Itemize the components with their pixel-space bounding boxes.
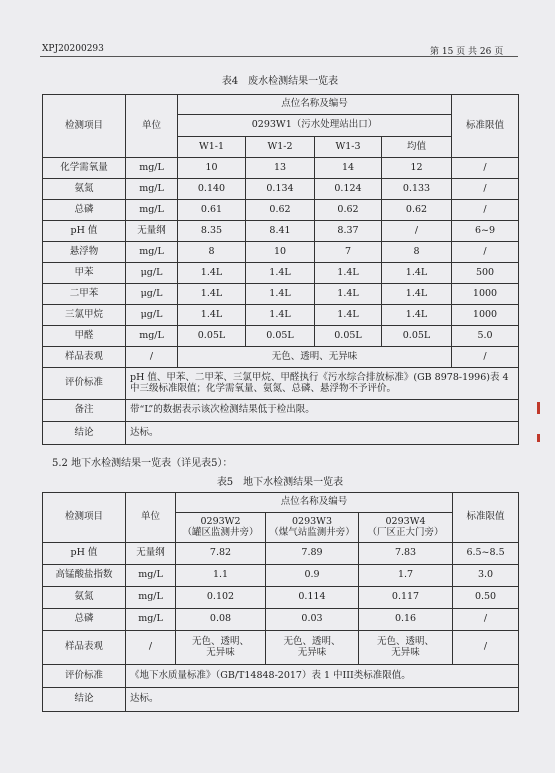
standard-label: 评价标准 bbox=[43, 665, 126, 688]
limit-cell: 6~9 bbox=[452, 221, 519, 242]
point-desc: （煤气站监测井旁） bbox=[269, 526, 355, 538]
value-cell: 8.37 bbox=[315, 221, 382, 242]
value-cell: 1.7 bbox=[359, 565, 453, 587]
col-header: W1-1 bbox=[178, 137, 246, 158]
value-cell: 0.117 bbox=[359, 587, 453, 609]
item-cell: 甲醛 bbox=[43, 326, 126, 347]
item-cell: pH 值 bbox=[43, 543, 126, 565]
item-cell: 三氯甲烷 bbox=[43, 305, 126, 326]
value-cell: / bbox=[382, 221, 452, 242]
value-cell: 1.4L bbox=[246, 263, 315, 284]
item-cell: 氨氮 bbox=[43, 587, 126, 609]
table-row bbox=[43, 158, 519, 179]
appearance-line: 无异味 bbox=[206, 646, 235, 658]
unit-cell: μg/L bbox=[126, 305, 178, 326]
standard-text: 《地下水质量标准》（GB/T14848-2017）表 1 中III类标准限值。 bbox=[126, 665, 519, 688]
scan-edge-mark bbox=[537, 402, 540, 414]
value-cell: 7 bbox=[315, 242, 382, 263]
col-header: W1-2 bbox=[246, 137, 315, 158]
unit-cell: mg/L bbox=[126, 609, 176, 631]
point-code: 0293W4 bbox=[385, 515, 426, 527]
conclusion-label: 结论 bbox=[43, 422, 126, 445]
unit-cell: mg/L bbox=[126, 242, 178, 263]
limit-cell: 3.0 bbox=[453, 565, 519, 587]
item-cell: 总磷 bbox=[43, 200, 126, 221]
item-cell: 总磷 bbox=[43, 609, 126, 631]
item-cell: 甲苯 bbox=[43, 263, 126, 284]
value-cell: 1.4L bbox=[178, 284, 246, 305]
appearance-line: 无色、透明、 bbox=[191, 635, 249, 647]
value-cell: 10 bbox=[178, 158, 246, 179]
limit-cell: / bbox=[452, 158, 519, 179]
appearance-value: 无色、透明、无异味 bbox=[178, 347, 452, 368]
col-header-w2 bbox=[176, 513, 266, 543]
header-unit: 单位 bbox=[126, 95, 178, 158]
table-row bbox=[43, 221, 519, 242]
col-header-w3 bbox=[266, 513, 359, 543]
conclusion-text: 达标。 bbox=[126, 688, 519, 712]
unit-cell: mg/L bbox=[126, 200, 178, 221]
value-cell: 1.4L bbox=[246, 284, 315, 305]
value-cell: 0.102 bbox=[176, 587, 266, 609]
item-cell: 化学需氧量 bbox=[43, 158, 126, 179]
page-number: 第 15 页 共 26 页 bbox=[430, 47, 504, 57]
header-point: 点位名称及编号 bbox=[178, 95, 452, 115]
table-row bbox=[43, 587, 519, 609]
appearance-w4 bbox=[359, 631, 453, 665]
limit-cell: 1000 bbox=[452, 305, 519, 326]
value-cell: 0.61 bbox=[178, 200, 246, 221]
limit-cell: 5.0 bbox=[452, 326, 519, 347]
table-row bbox=[43, 200, 519, 221]
value-cell: 0.62 bbox=[315, 200, 382, 221]
unit-cell: mg/L bbox=[126, 326, 178, 347]
table-row bbox=[43, 179, 519, 200]
appearance-unit: / bbox=[126, 631, 176, 665]
point-code: 0293W2 bbox=[200, 515, 241, 527]
header-point: 点位名称及编号 bbox=[176, 493, 453, 513]
groundwater-results-table bbox=[42, 492, 519, 712]
value-cell: 0.16 bbox=[359, 609, 453, 631]
value-cell: 0.133 bbox=[382, 179, 452, 200]
value-cell: 1.1 bbox=[176, 565, 266, 587]
standard-text: pH 值、甲苯、二甲苯、三氯甲烷、甲醛执行《污水综合排放标准》(GB 8978-1996)表 4 中三级标准限值；化学需氧量、氨氮、总磷、悬浮物不予评价。 bbox=[126, 368, 519, 400]
value-cell: 0.05L bbox=[382, 326, 452, 347]
table-row bbox=[43, 543, 519, 565]
limit-cell: / bbox=[452, 200, 519, 221]
unit-cell: mg/L bbox=[126, 565, 176, 587]
table-row bbox=[43, 242, 519, 263]
appearance-unit: / bbox=[126, 347, 178, 368]
value-cell: 7.89 bbox=[266, 543, 359, 565]
conclusion-label: 结论 bbox=[43, 688, 126, 712]
limit-cell: / bbox=[453, 609, 519, 631]
point-desc: （厂区正大门旁） bbox=[367, 526, 444, 538]
col-header: 均值 bbox=[382, 137, 452, 158]
value-cell: 12 bbox=[382, 158, 452, 179]
item-cell: 二甲苯 bbox=[43, 284, 126, 305]
value-cell: 0.9 bbox=[266, 565, 359, 587]
value-cell: 0.05L bbox=[246, 326, 315, 347]
value-cell: 0.140 bbox=[178, 179, 246, 200]
value-cell: 0.62 bbox=[246, 200, 315, 221]
value-cell: 1.4L bbox=[382, 284, 452, 305]
limit-cell: / bbox=[452, 179, 519, 200]
value-cell: 1.4L bbox=[315, 263, 382, 284]
note-text: 带“L”的数据表示该次检测结果低于检出限。 bbox=[126, 400, 519, 422]
value-cell: 0.62 bbox=[382, 200, 452, 221]
table-row bbox=[43, 326, 519, 347]
table-row bbox=[43, 263, 519, 284]
table-row bbox=[43, 609, 519, 631]
header-rule bbox=[40, 56, 518, 57]
section-heading: 5.2 地下水检测结果一览表（详见表5）： bbox=[52, 458, 233, 469]
appearance-line: 无色、透明、 bbox=[377, 635, 435, 647]
appearance-limit: / bbox=[452, 347, 519, 368]
value-cell: 10 bbox=[246, 242, 315, 263]
item-cell: pH 值 bbox=[43, 221, 126, 242]
item-cell: 高锰酸盐指数 bbox=[43, 565, 126, 587]
value-cell: 8.41 bbox=[246, 221, 315, 242]
item-cell: 悬浮物 bbox=[43, 242, 126, 263]
value-cell: 8.35 bbox=[178, 221, 246, 242]
value-cell: 1.4L bbox=[315, 305, 382, 326]
value-cell: 0.124 bbox=[315, 179, 382, 200]
value-cell: 13 bbox=[246, 158, 315, 179]
note-label: 备注 bbox=[43, 400, 126, 422]
standard-label: 评价标准 bbox=[43, 368, 126, 400]
point-desc: （罐区监测井旁） bbox=[182, 526, 259, 538]
point-code: 0293W3 bbox=[292, 515, 332, 527]
appearance-line: 无异味 bbox=[391, 646, 420, 658]
value-cell: 0.03 bbox=[266, 609, 359, 631]
appearance-line: 无异味 bbox=[297, 646, 327, 658]
value-cell: 1.4L bbox=[382, 263, 452, 284]
appearance-label: 样品表观 bbox=[43, 347, 126, 368]
value-cell: 1.4L bbox=[246, 305, 315, 326]
value-cell: 1.4L bbox=[178, 263, 246, 284]
item-cell: 氨氮 bbox=[43, 179, 126, 200]
value-cell: 1.4L bbox=[382, 305, 452, 326]
table5-caption: 表5 地下水检测结果一览表 bbox=[216, 477, 344, 488]
table-row bbox=[43, 305, 519, 326]
header-limit: 标准限值 bbox=[452, 95, 519, 158]
header-item: 检测项目 bbox=[43, 95, 126, 158]
value-cell: 8 bbox=[382, 242, 452, 263]
value-cell: 0.134 bbox=[246, 179, 315, 200]
header-site: 0293W1（污水处理站出口） bbox=[178, 115, 452, 137]
report-number: XPJ20200293 bbox=[42, 44, 104, 54]
limit-cell: 500 bbox=[452, 263, 519, 284]
appearance-label: 样品表观 bbox=[43, 631, 126, 665]
value-cell: 7.83 bbox=[359, 543, 453, 565]
header-limit: 标准限值 bbox=[453, 493, 519, 543]
appearance-line: 无色、透明、 bbox=[283, 635, 341, 647]
limit-cell: 1000 bbox=[452, 284, 519, 305]
table4-caption: 表4 废水检测结果一览表 bbox=[221, 76, 339, 87]
conclusion-text: 达标。 bbox=[126, 422, 519, 445]
value-cell: 8 bbox=[178, 242, 246, 263]
col-header: W1-3 bbox=[315, 137, 382, 158]
value-cell: 0.05L bbox=[178, 326, 246, 347]
value-cell: 0.05L bbox=[315, 326, 382, 347]
header-item: 检测项目 bbox=[43, 493, 126, 543]
value-cell: 1.4L bbox=[178, 305, 246, 326]
table-row bbox=[43, 284, 519, 305]
limit-cell: 6.5~8.5 bbox=[453, 543, 519, 565]
header-unit: 单位 bbox=[126, 493, 176, 543]
table-row bbox=[43, 565, 519, 587]
scan-edge-mark bbox=[537, 434, 540, 442]
value-cell: 0.114 bbox=[266, 587, 359, 609]
unit-cell: 无量纲 bbox=[126, 543, 176, 565]
unit-cell: mg/L bbox=[126, 179, 178, 200]
unit-cell: μg/L bbox=[126, 263, 178, 284]
limit-cell: / bbox=[452, 242, 519, 263]
unit-cell: mg/L bbox=[126, 587, 176, 609]
value-cell: 0.08 bbox=[176, 609, 266, 631]
limit-cell: 0.50 bbox=[453, 587, 519, 609]
unit-cell: 无量纲 bbox=[126, 221, 178, 242]
appearance-w3 bbox=[266, 631, 359, 665]
unit-cell: mg/L bbox=[126, 158, 178, 179]
value-cell: 1.4L bbox=[315, 284, 382, 305]
appearance-limit: / bbox=[453, 631, 519, 665]
wastewater-results-table bbox=[42, 94, 519, 445]
appearance-w2 bbox=[176, 631, 266, 665]
value-cell: 7.82 bbox=[176, 543, 266, 565]
col-header-w4 bbox=[359, 513, 453, 543]
value-cell: 14 bbox=[315, 158, 382, 179]
unit-cell: μg/L bbox=[126, 284, 178, 305]
